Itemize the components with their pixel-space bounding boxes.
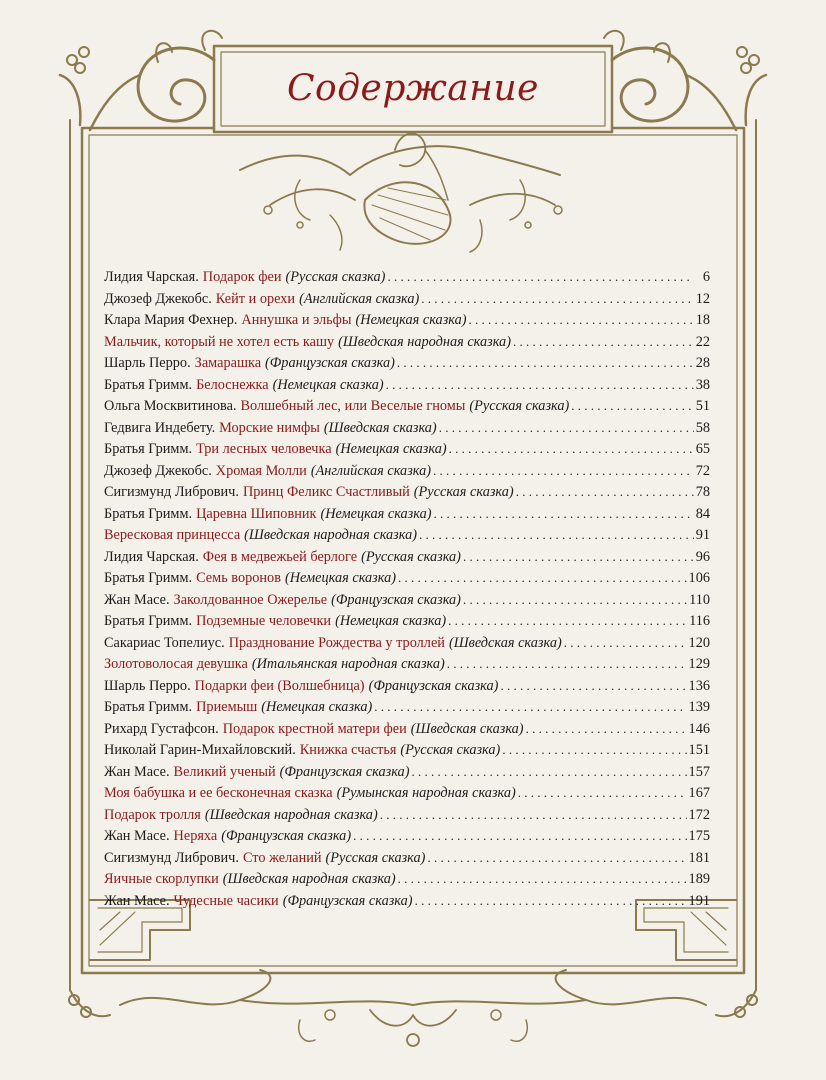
dot-leader bbox=[463, 589, 687, 611]
toc-entry bbox=[104, 331, 710, 353]
toc-genre: (Шведская сказка) bbox=[448, 634, 562, 651]
table-of-contents bbox=[104, 266, 710, 911]
toc-author: Лидия Чарская. bbox=[104, 548, 199, 565]
toc-author: Сакариас Топелиус. bbox=[104, 634, 225, 651]
toc-page-number: 65 bbox=[695, 441, 710, 457]
toc-page-number: 106 bbox=[688, 570, 710, 586]
toc-page-number: 136 bbox=[688, 677, 710, 694]
toc-page-number: 167 bbox=[688, 785, 710, 801]
toc-entry bbox=[104, 825, 710, 847]
toc-entry bbox=[104, 395, 710, 417]
toc-title[interactable]: Чудесные часики bbox=[173, 892, 279, 909]
dot-leader bbox=[447, 653, 687, 675]
toc-author: Братья Гримм. bbox=[104, 376, 193, 393]
toc-genre: (Французская сказка) bbox=[331, 591, 461, 608]
toc-genre: (Французская сказка) bbox=[221, 828, 352, 844]
dot-leader bbox=[518, 782, 687, 804]
dot-leader bbox=[415, 890, 687, 912]
toc-title[interactable]: Книжка счастья bbox=[299, 742, 397, 758]
toc-entry bbox=[104, 675, 710, 697]
toc-author: Джозеф Джекобс. bbox=[104, 290, 212, 307]
toc-author: Братья Гримм. bbox=[104, 570, 193, 586]
toc-genre: (Немецкая сказка) bbox=[335, 613, 447, 629]
toc-entry bbox=[104, 460, 710, 482]
toc-title[interactable]: Подарки феи (Волшебница) bbox=[194, 677, 365, 694]
toc-page-number: 181 bbox=[688, 849, 710, 866]
toc-entry bbox=[104, 696, 710, 718]
toc-title[interactable]: Хромая Молли bbox=[215, 462, 307, 479]
toc-genre: (Немецкая сказка) bbox=[284, 570, 396, 586]
toc-genre: (Английская сказка) bbox=[310, 462, 432, 479]
dot-leader bbox=[449, 438, 694, 460]
toc-page-number: 72 bbox=[695, 462, 710, 479]
dot-leader bbox=[419, 524, 694, 546]
toc-genre: (Немецкая сказка) bbox=[261, 699, 373, 715]
toc-title[interactable]: Вересковая принцесса bbox=[104, 527, 241, 543]
toc-page-number: 146 bbox=[688, 720, 710, 737]
dot-leader bbox=[526, 718, 687, 740]
toc-entry bbox=[104, 739, 710, 761]
toc-title[interactable]: Кейт и орехи bbox=[215, 290, 296, 307]
toc-page-number: 51 bbox=[695, 398, 710, 414]
toc-genre: (Русская сказка) bbox=[469, 398, 570, 414]
toc-title[interactable]: Три лесных человечка bbox=[196, 441, 332, 457]
toc-author: Братья Гримм. bbox=[104, 613, 193, 629]
toc-author: Жан Масе. bbox=[104, 828, 170, 844]
toc-entry bbox=[104, 417, 710, 439]
toc-genre: (Французская сказка) bbox=[279, 763, 410, 780]
toc-title[interactable]: Морские нимфы bbox=[219, 419, 320, 436]
toc-title[interactable]: Неряха bbox=[173, 828, 218, 844]
toc-title[interactable]: Подарок крестной матери феи bbox=[222, 720, 407, 737]
dot-leader bbox=[398, 868, 687, 890]
toc-title[interactable]: Подземные человечки bbox=[196, 613, 332, 629]
dot-leader bbox=[516, 481, 694, 503]
dot-leader bbox=[469, 309, 694, 331]
toc-author: Жан Масе. bbox=[104, 591, 170, 608]
toc-entry bbox=[104, 718, 710, 740]
toc-genre: (Немецкая сказка) bbox=[272, 376, 384, 393]
toc-entry bbox=[104, 890, 710, 912]
toc-genre: (Немецкая сказка) bbox=[355, 312, 467, 328]
toc-author: Рихард Густафсон. bbox=[104, 720, 219, 737]
toc-author: Сигизмунд Либрович. bbox=[104, 849, 239, 866]
toc-entry bbox=[104, 868, 710, 890]
toc-author: Клара Мария Фехнер. bbox=[104, 312, 238, 328]
toc-title[interactable]: Подарок феи bbox=[202, 269, 282, 285]
dot-leader bbox=[427, 847, 686, 869]
toc-title[interactable]: Великий ученый bbox=[173, 763, 276, 780]
toc-title[interactable]: Празднование Рождества у троллей bbox=[228, 634, 445, 651]
toc-entry bbox=[104, 653, 710, 675]
toc-title[interactable]: Мальчик, который не хотел есть кашу bbox=[104, 333, 335, 350]
toc-entry bbox=[104, 632, 710, 654]
toc-genre: (Французская сказка) bbox=[368, 677, 499, 694]
toc-genre: (Шведская народная сказка) bbox=[338, 333, 511, 350]
toc-page-number: 18 bbox=[695, 312, 710, 328]
dot-leader bbox=[433, 460, 694, 482]
toc-genre: (Немецкая сказка) bbox=[335, 441, 447, 457]
toc-page-number: 84 bbox=[695, 505, 710, 522]
dot-leader bbox=[353, 825, 686, 847]
toc-title[interactable]: Подарок тролля bbox=[104, 806, 201, 823]
dot-leader bbox=[571, 395, 693, 417]
toc-page-number: 96 bbox=[695, 548, 710, 565]
toc-author: Гедвига Индебету. bbox=[104, 419, 216, 436]
toc-page-number: 91 bbox=[695, 527, 710, 543]
toc-title[interactable]: Золотоволосая девушка bbox=[104, 656, 248, 672]
toc-entry bbox=[104, 524, 710, 546]
toc-page-number: 129 bbox=[688, 656, 710, 672]
toc-author: Братья Гримм. bbox=[104, 441, 193, 457]
toc-genre: (Русская сказка) bbox=[361, 548, 461, 565]
toc-page-number: 22 bbox=[695, 333, 710, 350]
dot-leader bbox=[502, 739, 686, 761]
toc-genre: (Шведская народная сказка) bbox=[222, 871, 396, 887]
toc-author: Братья Гримм. bbox=[104, 699, 193, 715]
toc-page-number: 157 bbox=[688, 763, 710, 780]
toc-title[interactable]: Белоснежка bbox=[196, 376, 269, 393]
toc-author: Сигизмунд Либрович. bbox=[104, 484, 239, 500]
toc-genre: (Русская сказка) bbox=[400, 742, 501, 758]
toc-page-number: 120 bbox=[688, 634, 710, 651]
toc-genre: (Французская сказка) bbox=[282, 892, 413, 909]
toc-entry bbox=[104, 546, 710, 568]
dot-leader bbox=[448, 610, 687, 632]
toc-entry bbox=[104, 288, 710, 310]
toc-page-number: 175 bbox=[688, 828, 710, 844]
dot-leader bbox=[398, 567, 687, 589]
toc-genre: (Шведская народная сказка) bbox=[204, 806, 378, 823]
dot-leader bbox=[434, 503, 694, 525]
toc-page-number: 38 bbox=[695, 376, 710, 393]
dot-leader bbox=[374, 696, 686, 718]
toc-genre: (Румынская народная сказка) bbox=[336, 785, 516, 801]
toc-page-number: 6 bbox=[702, 269, 710, 285]
toc-author: Жан Масе. bbox=[104, 892, 170, 909]
toc-genre: (Русская сказка) bbox=[413, 484, 514, 500]
toc-title[interactable]: Яичные скорлупки bbox=[104, 871, 219, 887]
toc-title[interactable]: Фея в медвежьей берлоге bbox=[202, 548, 358, 565]
toc-title[interactable]: Принц Феликс Счастливый bbox=[242, 484, 410, 500]
toc-genre: (Шведская сказка) bbox=[410, 720, 524, 737]
toc-page-number: 139 bbox=[688, 699, 710, 715]
toc-genre: (Немецкая сказка) bbox=[320, 505, 432, 522]
toc-genre: (Французская сказка) bbox=[265, 355, 395, 371]
toc-author: Лидия Чарская. bbox=[104, 269, 199, 285]
toc-page-number: 78 bbox=[695, 484, 710, 500]
toc-genre: (Русская сказка) bbox=[325, 849, 426, 866]
toc-title[interactable]: Сто желаний bbox=[242, 849, 322, 866]
toc-genre: (Английская сказка) bbox=[299, 290, 420, 307]
toc-entry bbox=[104, 352, 710, 374]
dot-leader bbox=[463, 546, 694, 568]
toc-author: Шарль Перро. bbox=[104, 355, 191, 371]
toc-title[interactable]: Заколдованное Ожерелье bbox=[173, 591, 328, 608]
toc-page-number: 12 bbox=[695, 290, 710, 307]
dot-leader bbox=[387, 266, 694, 288]
toc-page-number: 58 bbox=[695, 419, 710, 436]
toc-author: Джозеф Джекобс. bbox=[104, 462, 212, 479]
toc-title[interactable]: Аннушка и эльфы bbox=[241, 312, 352, 328]
toc-title[interactable]: Волшебный лес, или Веселые гномы bbox=[240, 398, 466, 414]
toc-entry bbox=[104, 503, 710, 525]
toc-entry bbox=[104, 374, 710, 396]
toc-genre: (Итальянская народная сказка) bbox=[251, 656, 445, 672]
toc-author: Шарль Перро. bbox=[104, 677, 191, 694]
toc-entry bbox=[104, 610, 710, 632]
toc-entry bbox=[104, 309, 710, 331]
toc-entry bbox=[104, 761, 710, 783]
toc-genre: (Русская сказка) bbox=[285, 269, 386, 285]
dot-leader bbox=[564, 632, 687, 654]
dot-leader bbox=[513, 331, 694, 353]
toc-title[interactable]: Приемыш bbox=[196, 699, 258, 715]
toc-entry bbox=[104, 804, 710, 826]
toc-entry bbox=[104, 567, 710, 589]
toc-genre: (Шведская сказка) bbox=[323, 419, 437, 436]
dot-leader bbox=[411, 761, 686, 783]
toc-title[interactable]: Семь воронов bbox=[196, 570, 281, 586]
toc-page-number: 28 bbox=[695, 355, 710, 371]
toc-page-number: 189 bbox=[688, 871, 710, 887]
toc-page-number: 110 bbox=[689, 591, 710, 608]
toc-title[interactable]: Царевна Шиповник bbox=[196, 505, 317, 522]
toc-page-number: 151 bbox=[688, 742, 710, 758]
toc-entry bbox=[104, 847, 710, 869]
toc-title[interactable]: Моя бабушка и ее бесконечная сказка bbox=[104, 785, 333, 801]
toc-entry bbox=[104, 481, 710, 503]
dot-leader bbox=[380, 804, 687, 826]
dot-leader bbox=[500, 675, 686, 697]
toc-author: Николай Гарин-Михайловский. bbox=[104, 742, 296, 758]
toc-entry bbox=[104, 438, 710, 460]
toc-author: Жан Масе. bbox=[104, 763, 170, 780]
toc-genre: (Шведская народная сказка) bbox=[244, 527, 418, 543]
page-title: Содержание bbox=[287, 67, 539, 109]
dot-leader bbox=[386, 374, 694, 396]
dot-leader bbox=[439, 417, 694, 439]
toc-page-number: 191 bbox=[688, 892, 710, 909]
dot-leader bbox=[421, 288, 693, 310]
toc-entry bbox=[104, 782, 710, 804]
toc-page-number: 172 bbox=[688, 806, 710, 823]
title-banner bbox=[225, 48, 601, 128]
toc-entry bbox=[104, 589, 710, 611]
toc-page-number: 116 bbox=[689, 613, 710, 629]
toc-author: Ольга Москвитинова. bbox=[104, 398, 237, 414]
dot-leader bbox=[397, 352, 694, 374]
toc-entry bbox=[104, 266, 710, 288]
toc-title[interactable]: Замарашка bbox=[194, 355, 262, 371]
toc-author: Братья Гримм. bbox=[104, 505, 193, 522]
